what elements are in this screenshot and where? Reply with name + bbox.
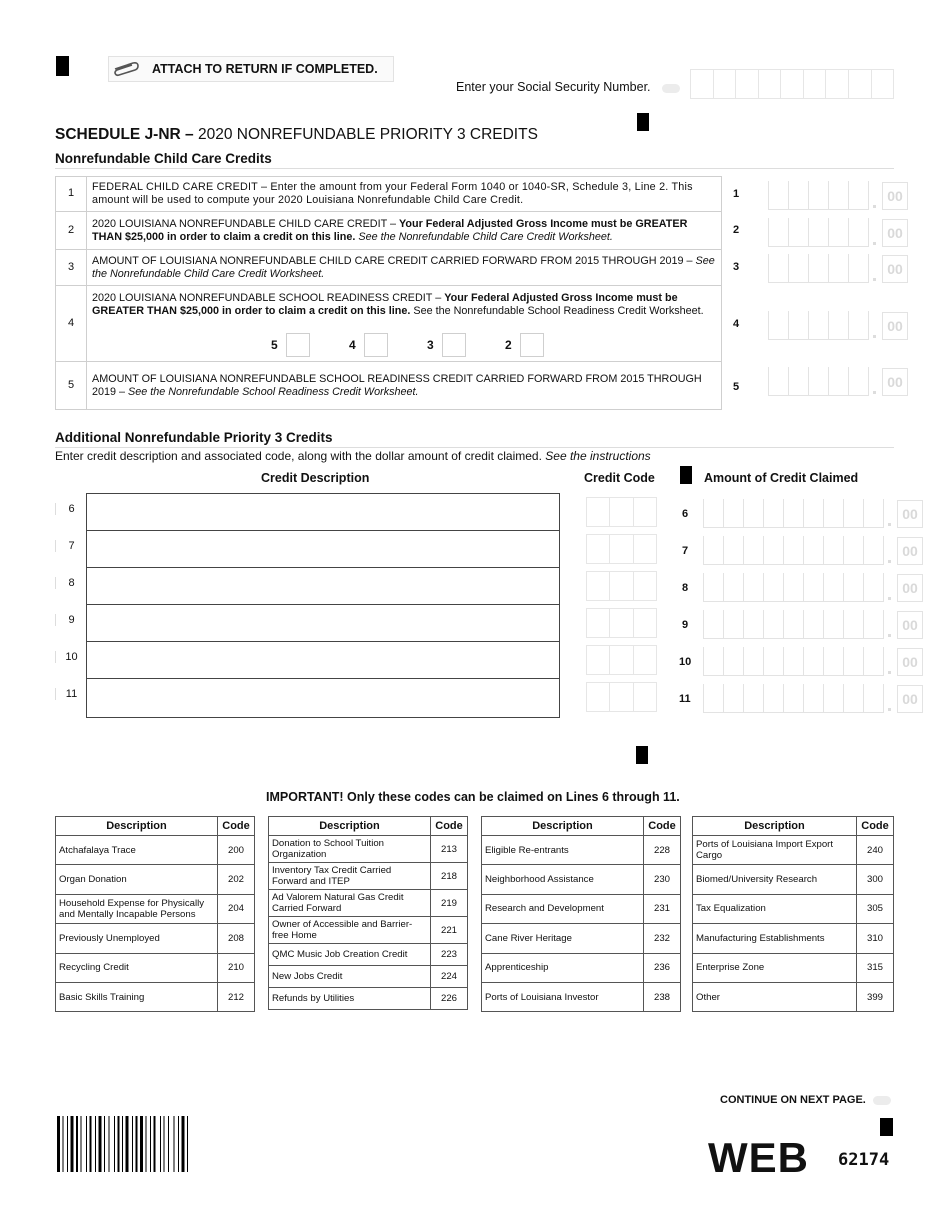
- table-row: [56, 894, 255, 923]
- credit-description-input-7[interactable]: [86, 530, 560, 567]
- header-code: Code: [857, 817, 894, 836]
- code-value: 202: [218, 865, 255, 894]
- code-description: Inventory Tax Credit Carried Forward and ITEP: [269, 863, 431, 890]
- line-row: 2 2020 LOUISIANA NONREFUNDABLE CHILD CARE CREDIT – Your Federal Adjusted Gross Income must be GREATER THAN $25,000 in order to claim a credit on this line. See the Nonrefundable Child Care Credit Worksheet.: [56, 212, 722, 250]
- code-description: Cane River Heritage: [482, 924, 644, 953]
- line-number: 1: [733, 188, 740, 200]
- credit-code-input-10[interactable]: [586, 645, 657, 675]
- attach-notice: [108, 56, 394, 82]
- code-value: 305: [857, 894, 894, 923]
- credit-description-input-8[interactable]: [86, 567, 560, 604]
- credit-amount-field-6[interactable]: 00: [703, 498, 923, 528]
- col-credit-code: Credit Code: [584, 471, 655, 485]
- code-value: 223: [431, 944, 468, 966]
- line-number: 7: [55, 540, 87, 552]
- pointing-hand-icon: [662, 84, 680, 93]
- code-description: Household Expense for Physically and Mentally Incapable Persons: [56, 894, 218, 923]
- code-value: 300: [857, 865, 894, 894]
- credit-code-input-6[interactable]: [586, 497, 657, 527]
- section-heading-child-care: Nonrefundable Child Care Credits: [55, 151, 272, 166]
- table-row: [269, 944, 468, 966]
- line-number: 9: [682, 619, 689, 631]
- code-description: Owner of Accessible and Barrier-free Home: [269, 917, 431, 944]
- code-value: 399: [857, 982, 894, 1011]
- table-row: [693, 982, 894, 1011]
- table-row: [693, 894, 894, 923]
- child-care-lines-table: [55, 176, 722, 410]
- credit-code-input-11[interactable]: [586, 682, 657, 712]
- code-value: 208: [218, 924, 255, 953]
- code-description: Eligible Re-entrants: [482, 836, 644, 865]
- code-value: 224: [431, 966, 468, 988]
- credit-code-input-7[interactable]: [586, 534, 657, 564]
- credit-amount-field-8[interactable]: 00: [703, 572, 923, 602]
- table-row: [56, 982, 255, 1011]
- code-value: 240: [857, 836, 894, 865]
- line-row: 3 AMOUNT OF LOUISIANA NONREFUNDABLE CHILD CARE CREDIT CARRIED FORWARD FROM 2015 THROUGH 2019 – See the Nonrefundable Child Care Credit Worksheet.: [56, 250, 722, 286]
- line-number: 6: [55, 503, 87, 515]
- code-description: Donation to School Tuition Organization: [269, 836, 431, 863]
- credit-amount-field-10[interactable]: 00: [703, 646, 923, 676]
- code-table-3: [481, 816, 681, 1012]
- code-description: Other: [693, 982, 857, 1011]
- star-rating-4[interactable]: 4: [349, 333, 388, 357]
- code-value: 218: [431, 863, 468, 890]
- table-row: [269, 863, 468, 890]
- line-number: 11: [55, 688, 87, 700]
- line-number: 11: [679, 693, 691, 705]
- pointing-hand-icon: [873, 1096, 891, 1105]
- table-row: [56, 836, 255, 865]
- table-row: [56, 953, 255, 982]
- table-row: [482, 865, 681, 894]
- header-code: Code: [644, 817, 681, 836]
- registration-mark: [680, 466, 692, 484]
- code-description: Organ Donation: [56, 865, 218, 894]
- table-row: [56, 865, 255, 894]
- code-value: 315: [857, 953, 894, 982]
- line-1-text: FEDERAL CHILD CARE CREDIT – Enter the amount from your Federal Form 1040 or 1040-SR, Schedule 3, Line 2. This amount will be used to compute your 2020 Louisiana Nonrefundable Child Care Credit.: [87, 177, 722, 212]
- header-code: Code: [431, 817, 468, 836]
- web-label: WEB: [708, 1134, 809, 1181]
- code-table-2: [268, 816, 468, 1010]
- header-description: Description: [693, 817, 857, 836]
- code-value: 228: [644, 836, 681, 865]
- table-row: [269, 917, 468, 944]
- code-description: Recycling Credit: [56, 953, 218, 982]
- table-row: [482, 894, 681, 923]
- table-row: [693, 924, 894, 953]
- code-description: Enterprise Zone: [693, 953, 857, 982]
- code-table-1: [55, 816, 255, 1012]
- credit-amount-field-7[interactable]: 00: [703, 535, 923, 565]
- star-rating-5[interactable]: 5: [271, 333, 310, 357]
- code-description: New Jobs Credit: [269, 966, 431, 988]
- registration-mark: [636, 746, 648, 764]
- credit-description-input-6[interactable]: [86, 493, 560, 530]
- code-description: Atchafalaya Trace: [56, 836, 218, 865]
- important-note: IMPORTANT! Only these codes can be claimed on Lines 6 through 11.: [266, 790, 680, 804]
- header-description: Description: [482, 817, 644, 836]
- code-description: Ad Valorem Natural Gas Credit Carried Forward: [269, 890, 431, 917]
- section-heading-additional: Additional Nonrefundable Priority 3 Credits: [55, 430, 333, 445]
- code-description: Previously Unemployed: [56, 924, 218, 953]
- code-value: 310: [857, 924, 894, 953]
- header-description: Description: [269, 817, 431, 836]
- code-value: 204: [218, 894, 255, 923]
- code-value: 238: [644, 982, 681, 1011]
- code-value: 213: [431, 836, 468, 863]
- form-number: 62174: [838, 1150, 890, 1170]
- code-description: Basic Skills Training: [56, 982, 218, 1011]
- registration-mark: [637, 113, 649, 131]
- line-row: 4 2020 LOUISIANA NONREFUNDABLE SCHOOL READINESS CREDIT – Your Federal Adjusted Gross Income must be GREATER THAN $25,000 in order to claim a credit on this line. See the Nonrefundable School Readiness Credit Worksheet.: [56, 286, 722, 362]
- table-row: [693, 836, 894, 865]
- line-row: 5 AMOUNT OF LOUISIANA NONREFUNDABLE SCHOOL READINESS CREDIT CARRIED FORWARD FROM 2015 THROUGH 2019 – See the Nonrefundable School Readiness Credit Worksheet.: [56, 362, 722, 410]
- table-row: [482, 982, 681, 1011]
- table-row: [269, 988, 468, 1010]
- line-number: 10: [679, 656, 692, 668]
- star-rating-3[interactable]: 3: [427, 333, 466, 357]
- code-description: Ports of Louisiana Investor: [482, 982, 644, 1011]
- code-description: Research and Development: [482, 894, 644, 923]
- ssn-input[interactable]: [690, 69, 894, 99]
- line-number: 8: [55, 577, 87, 589]
- table-row: [693, 953, 894, 982]
- credit-amount-field-9[interactable]: 00: [703, 609, 923, 639]
- code-description: Ports of Louisiana Import Export Cargo: [693, 836, 857, 865]
- paperclip-icon: [111, 60, 141, 78]
- credit-description-input-9[interactable]: [86, 604, 560, 641]
- code-description: Tax Equalization: [693, 894, 857, 923]
- code-value: 221: [431, 917, 468, 944]
- header-description: Description: [56, 817, 218, 836]
- line-5-amount-field[interactable]: 00: [768, 366, 908, 396]
- instructions-text: Enter credit description and associated code, along with the dollar amount of credit claimed. See the instructions: [55, 449, 651, 463]
- code-value: 230: [644, 865, 681, 894]
- line-3-amount-field[interactable]: 00: [768, 253, 908, 283]
- credit-amount-field-11[interactable]: 00: [703, 683, 923, 713]
- table-row: [56, 924, 255, 953]
- table-row: [482, 953, 681, 982]
- line-number: 3: [733, 261, 740, 273]
- barcode: [57, 1116, 223, 1172]
- line-5-text: AMOUNT OF LOUISIANA NONREFUNDABLE SCHOOL READINESS CREDIT CARRIED FORWARD FROM 2015 THROUGH 2019 – See the Nonrefundable School Readiness Credit Worksheet.: [87, 362, 722, 410]
- line-row: 1 FEDERAL CHILD CARE CREDIT – Enter the amount from your Federal Form 1040 or 1040-SR, Schedule 3, Line 2. This amount will be used to compute your 2020 Louisiana Nonrefundable Child Care Credit.: [56, 177, 722, 212]
- code-value: 219: [431, 890, 468, 917]
- code-value: 200: [218, 836, 255, 865]
- line-1-amount-field[interactable]: 00: [768, 180, 908, 210]
- table-row: [482, 924, 681, 953]
- table-row: [482, 836, 681, 865]
- code-description: Biomed/University Research: [693, 865, 857, 894]
- code-value: 226: [431, 988, 468, 1010]
- ssn-label: Enter your Social Security Number.: [456, 80, 651, 94]
- star-rating-2[interactable]: 2: [505, 333, 544, 357]
- line-2-text: 2020 LOUISIANA NONREFUNDABLE CHILD CARE CREDIT – Your Federal Adjusted Gross Income must be GREATER THAN $25,000 in order to claim a credit on this line. See the Nonrefundable Child Care Credit Worksheet.: [87, 212, 722, 250]
- line-4-amount-field[interactable]: 00: [768, 310, 908, 340]
- credit-description-input-11[interactable]: [86, 678, 560, 718]
- header-code: Code: [218, 817, 255, 836]
- code-description: QMC Music Job Creation Credit: [269, 944, 431, 966]
- code-description: Apprenticeship: [482, 953, 644, 982]
- col-amount-claimed: Amount of Credit Claimed: [704, 471, 859, 485]
- credit-code-input-8[interactable]: [586, 571, 657, 601]
- line-number: 4: [733, 318, 740, 330]
- line-number: 10: [55, 651, 87, 663]
- line-number: 6: [682, 508, 689, 520]
- table-row: [269, 966, 468, 988]
- page-title: SCHEDULE J-NR – 2020 NONREFUNDABLE PRIORITY 3 CREDITS: [55, 126, 538, 143]
- code-table-4: [692, 816, 894, 1012]
- code-value: 210: [218, 953, 255, 982]
- code-description: Manufacturing Establishments: [693, 924, 857, 953]
- credit-code-input-9[interactable]: [586, 608, 657, 638]
- line-number: 2: [733, 224, 740, 236]
- code-value: 231: [644, 894, 681, 923]
- table-row: [269, 836, 468, 863]
- attach-label: ATTACH TO RETURN IF COMPLETED.: [152, 62, 378, 76]
- line-number: 8: [682, 582, 689, 594]
- continue-label: CONTINUE ON NEXT PAGE.: [720, 1094, 866, 1106]
- code-description: Refunds by Utilities: [269, 988, 431, 1010]
- line-number: 9: [55, 614, 87, 626]
- col-credit-description: Credit Description: [261, 471, 370, 485]
- line-number: 5: [733, 381, 740, 393]
- credit-description-input-10[interactable]: [86, 641, 560, 678]
- code-value: 236: [644, 953, 681, 982]
- code-description: Neighborhood Assistance: [482, 865, 644, 894]
- line-3-text: AMOUNT OF LOUISIANA NONREFUNDABLE CHILD CARE CREDIT CARRIED FORWARD FROM 2015 THROUGH 2019 – See the Nonrefundable Child Care Credit Worksheet.: [87, 250, 722, 286]
- line-number: 7: [682, 545, 689, 557]
- code-value: 232: [644, 924, 681, 953]
- line-2-amount-field[interactable]: 00: [768, 217, 908, 247]
- registration-mark: [880, 1118, 893, 1136]
- table-row: [693, 865, 894, 894]
- line-4-text: 2020 LOUISIANA NONREFUNDABLE SCHOOL READINESS CREDIT – Your Federal Adjusted Gross Income must be GREATER THAN $25,000 in order to claim a credit on this line. See the Nonrefundable School Readiness Credit Worksheet.: [87, 286, 722, 362]
- table-row: [269, 890, 468, 917]
- code-value: 212: [218, 982, 255, 1011]
- registration-mark: [56, 56, 69, 76]
